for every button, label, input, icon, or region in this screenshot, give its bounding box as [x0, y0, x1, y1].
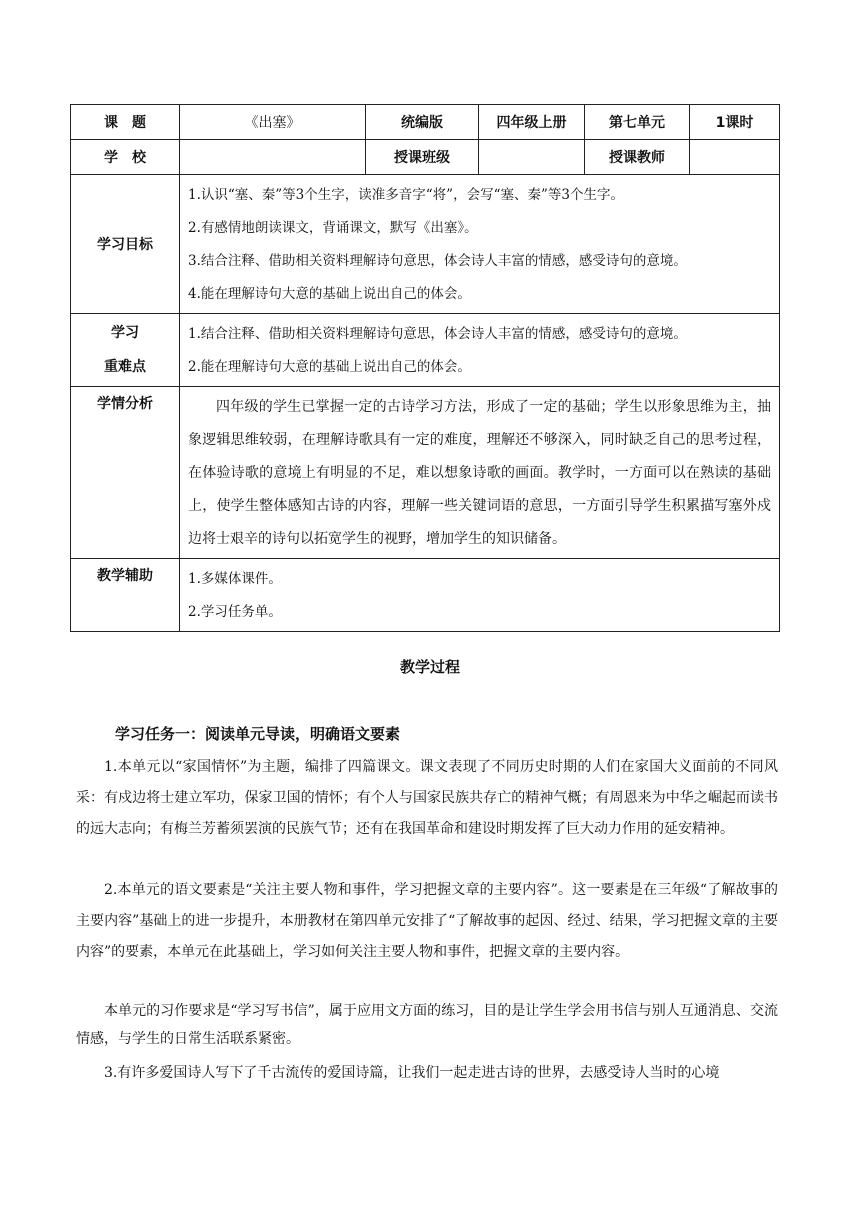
aids-content [180, 559, 780, 632]
school-label: 学 校 [71, 140, 180, 175]
key-points-row [71, 314, 780, 387]
unit: 第七单元 [585, 105, 690, 140]
header-row-2 [71, 140, 780, 175]
key-points-label-line2: 重难点 [104, 359, 146, 375]
objective-item: 4.能在理解诗句大意的基础上说出自己的体会。 [188, 286, 471, 302]
analysis-text: 四年级的学生已掌握一定的古诗学习方法，形成了一定的基础；学生以形象思维为主，抽象逻辑思维较弱，在理解诗歌具有一定的难度，理解还不够深入，同时缺乏自己的思考过程，在体验诗歌的意境上有明显的不足，难以想象诗歌的画面。教学时，一方面可以在熟读的基础上，使学生整体感知古诗的内容，理解一些关键词语的意思，一方面引导学生积累描写塞外戍边将士艰辛的诗句以拓宽学生的视野，增加学生的知识储备。 [180, 387, 780, 559]
key-points-label-line1: 学习 [111, 325, 139, 341]
subject-label: 课 题 [71, 105, 180, 140]
lesson-title: 《出塞》 [180, 105, 366, 140]
school-value [180, 140, 366, 175]
key-point-item: 1.结合注释、借助相关资料理解诗句意思，体会诗人丰富的情感，感受诗句的意境。 [188, 326, 687, 342]
aids-row [71, 559, 780, 632]
process-paragraph: 2.本单元的语文要素是“关注主要人物和事件，学习把握文章的主要内容”。这一要素是在三年级“了解故事的主要内容”基础上的进一步提升，本册教材在第四单元安排了“了解故事的起因、经过、结果，学习把握文章的主要内容”的要素，本单元在此基础上，学习如何关注主要人物和事件，把握文章的主要内容。 [76, 882, 778, 960]
objectives-label: 学习目标 [71, 175, 180, 314]
key-points-label [71, 314, 180, 387]
teacher-label: 授课教师 [585, 140, 690, 175]
aid-item: 1.多媒体课件。 [188, 571, 282, 587]
objective-item: 2.有感情地朗读课文，背诵课文，默写《出塞》。 [188, 220, 478, 236]
objectives-row [71, 175, 780, 314]
lesson-plan-table [70, 104, 780, 632]
objective-item: 3.结合注释、借助相关资料理解诗句意思，体会诗人丰富的情感，感受诗句的意境。 [188, 253, 687, 269]
class-value [479, 140, 585, 175]
header-row-1 [71, 105, 780, 140]
aids-label: 教学辅助 [71, 559, 180, 632]
teacher-value [690, 140, 780, 175]
key-point-item: 2.能在理解诗句大意的基础上说出自己的体会。 [188, 359, 471, 375]
periods: 1课时 [690, 105, 780, 140]
process-paragraph: 本单元的习作要求是“学习写书信”，属于应用文方面的练习，目的是让学生学会用书信与别人互通消息、交流情感，与学生的日常生活联系紧密。 [76, 1003, 778, 1047]
objectives-content [180, 175, 780, 314]
task1-title: 学习任务一：阅读单元导读，明确语文要素 [115, 725, 401, 743]
objective-item: 1.认识“塞、秦”等3个生字，读准多音字“将”，会写“塞、秦”等3个生字。 [188, 187, 624, 203]
process-paragraph: 1.本单元以“家国情怀”为主题，编排了四篇课文。课文表现了不同历史时期的人们在家国大义面前的不同风采：有戍边将士建立军功，保家卫国的情怀；有个人与国家民族共存亡的精神气概；有周恩来为中华之崛起而读书的远大志向；有梅兰芳蓄须罢演的民族气节；还有在我国革命和建设时期发挥了巨大动力作用的延安精神。 [76, 759, 778, 837]
process-paragraph: 3.有许多爱国诗人写下了千古流传的爱国诗篇，让我们一起走进古诗的世界，去感受诗人当时的心境 [104, 1065, 720, 1081]
aid-item: 2.学习任务单。 [188, 604, 282, 620]
analysis-label: 学情分析 [71, 387, 180, 559]
process-title: 教学过程 [399, 658, 460, 676]
class-label: 授课班级 [366, 140, 479, 175]
key-points-content [180, 314, 780, 387]
analysis-row [71, 387, 780, 559]
grade: 四年级上册 [479, 105, 585, 140]
edition: 统编版 [366, 105, 479, 140]
